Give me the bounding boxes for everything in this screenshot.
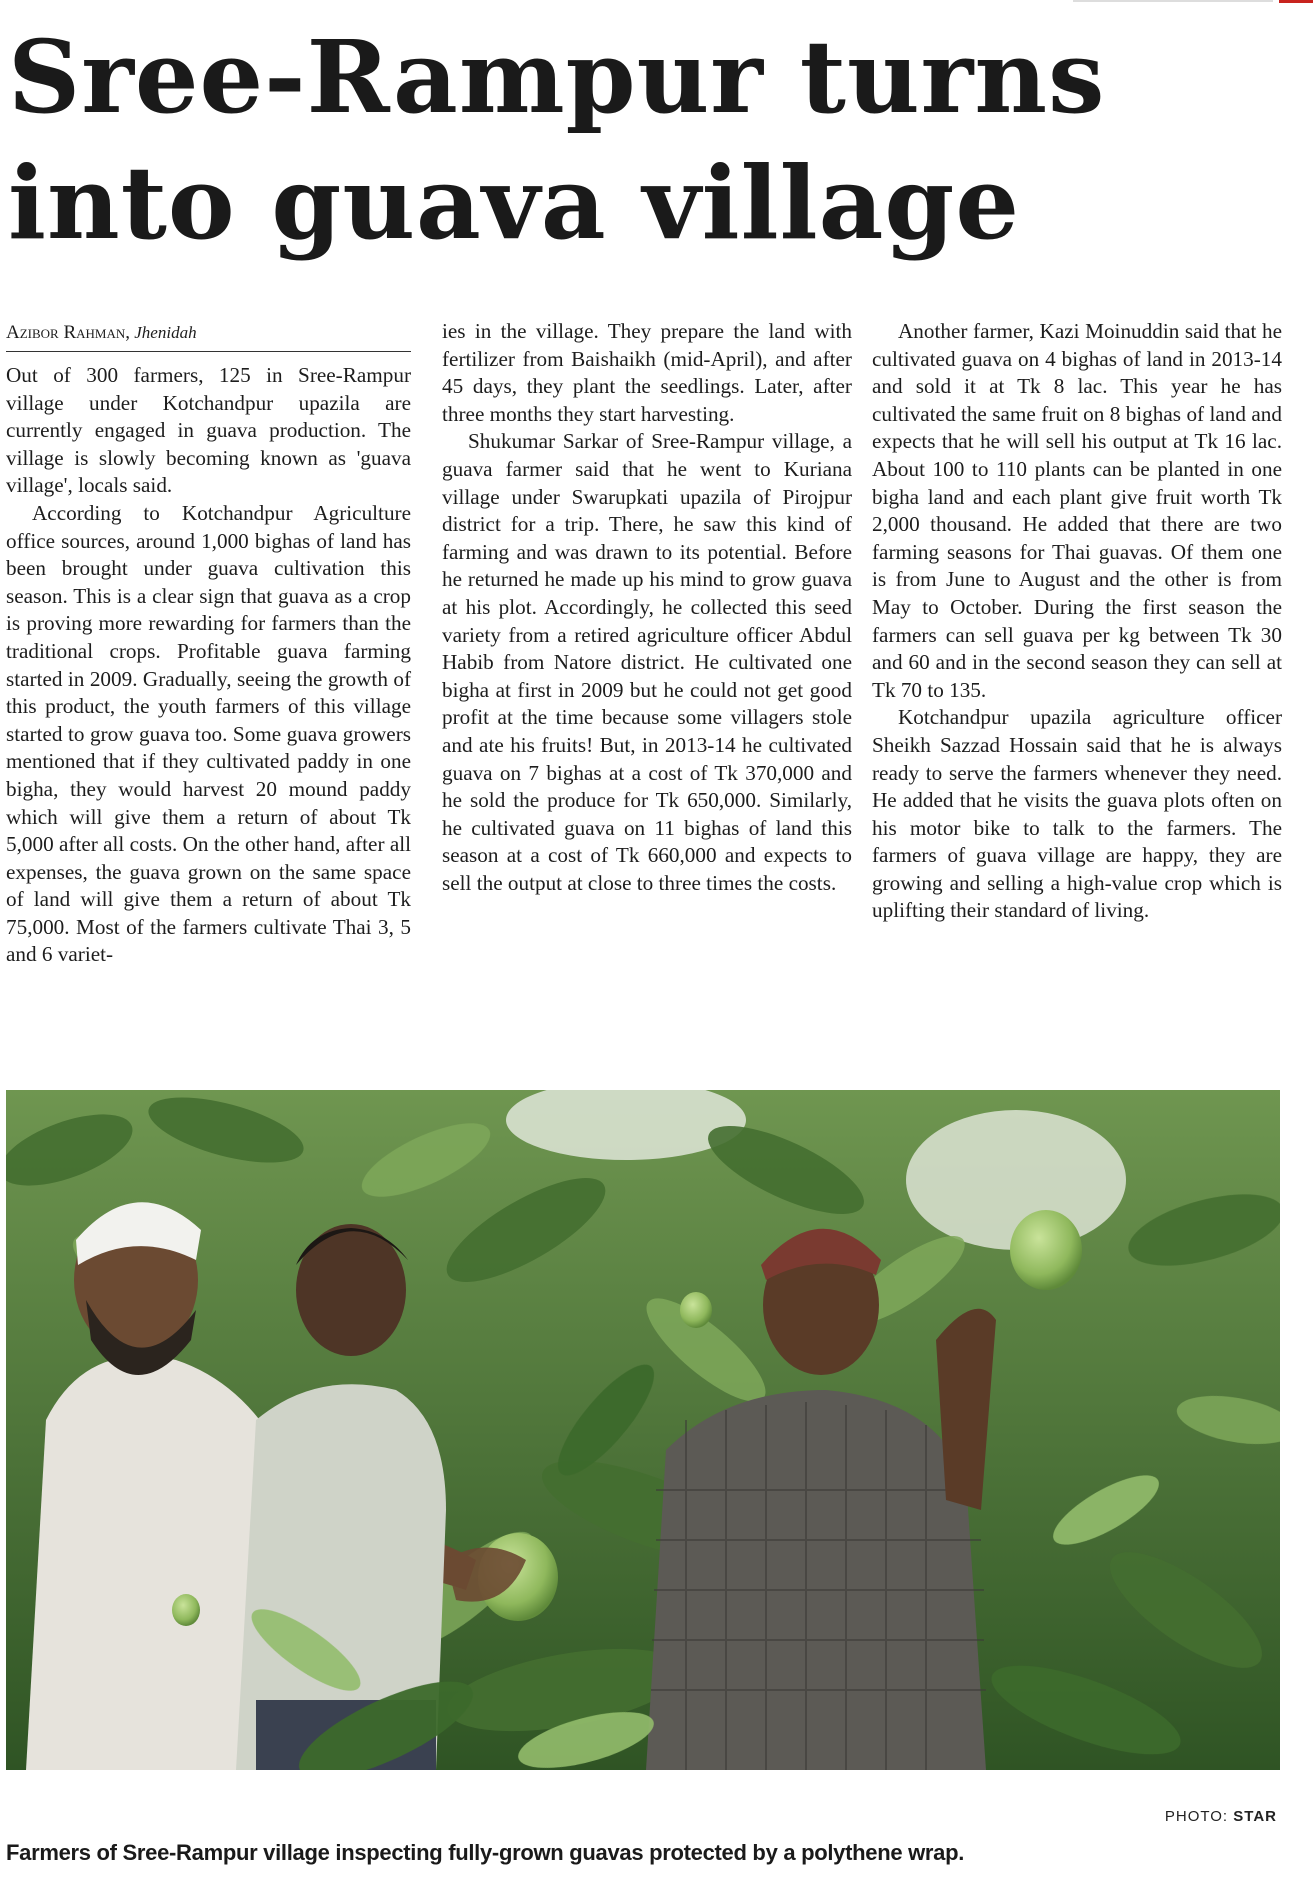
photo-caption: Farmers of Sree-Rampur village inspecting fully-grown guavas protected by a polythene wrap. [6,1840,965,1865]
byline-location: Jhenidah [134,323,197,342]
paragraph: According to Kotchandpur Agriculture office sources, around 1,000 bighas of land has been brought under guava cultivation this season. This is a clear sign that guava as a crop is proving more rewarding for farmers than the traditional crops. Profitable guava farming started in 2009. Gradually, seeing the growth of this product, the youth farmers of this village started to grow guava too. Some guava growers mentioned that if they cultivated paddy in one bigha, they would harvest 20 mound paddy which will give them a return of about Tk 5,000 after all costs. On the other hand, after all expenses, the guava grown on the same space of land will give them a return of about Tk 75,000. Most of the farmers cultivate Thai 3, 5 and 6 variet- [6,500,411,967]
guava-fruit [1010,1210,1082,1290]
byline [6,318,411,352]
guava-orchard-photo [6,1090,1280,1770]
guava-fruit [680,1292,712,1328]
paragraph: Out of 300 farmers, 125 in Sree-Rampur village under Kotchandpur upazila are currently engaged in guava production. The village is slowly becoming known as 'guava village', locals said. [6,363,411,498]
article-column-1 [6,318,411,969]
paragraph: ies in the village. They prepare the land with fertilizer from Baishaikh (mid-April), and after 45 days, they plant the seedlings. Later, after three months they start harvesting. [442,319,852,426]
paragraph: Kotchandpur upazila agriculture officer Sheikh Sazzad Hossain said that he is always ready to serve the farmers whenever they need. He added that he visits the guava plots often on his motor bike to talk to the farmers. The farmers of guava village are happy, they are growing and selling a high-value crop which is uplifting their standard of living. [872,705,1282,923]
top-rule [1073,0,1273,2]
article-column-3 [872,318,1282,925]
article-column-2 [442,318,852,897]
paragraph: Shukumar Sarkar of Sree-Rampur village, a guava farmer said that he went to Kuriana village under Swarupkati upazila of Pirojpur district for a trip. There, he saw this kind of farming and was drawn to its potential. Before he returned he made up his mind to grow guava at his plot. Accordingly, he collected this seed variety from a retired agriculture officer Abdul Habib from Natore district. He cultivated one bigha at first in 2009 but he could not get good profit at the time because some villagers stole and ate his fruits! But, in 2013-14 he cultivated guava on 7 bighas at a cost of Tk 370,000 and he sold the produce for Tk 650,000. Similarly, he cultivated guava on 11 bighas of land this season at a cost of Tk 660,000 and expects to sell the output at close to three times the costs. [442,429,852,895]
page-corner-mark [1279,0,1313,3]
photo-credit [1165,1808,1277,1825]
byline-author: Azibor Rahman, [6,322,131,343]
photo-credit-prefix: PHOTO: [1164,1808,1229,1825]
photo-credit-source: STAR [1233,1808,1277,1825]
paragraph: Another farmer, Kazi Moinuddin said that he cultivated guava on 4 bighas of land in 2013-14 and sold it at Tk 8 lac. This year he has cultivated the same fruit on 8 bighas of land and expects that he will sell his output at Tk 16 lac. About 100 to 110 plants can be planted in one bigha land and each plant give fruit worth Tk 2,000 thousand. He added that there are two farming seasons for Thai guavas. Of them one is from June to August and the other is from May to October. During the first season the farmers can sell guava per kg between Tk 30 and 60 and in the second season they can sell at Tk 70 to 135. [872,319,1282,702]
headline: Sree-Rampur turns into guava village [8,18,1106,262]
guava-fruit [172,1594,200,1626]
article-photo [6,1090,1280,1770]
